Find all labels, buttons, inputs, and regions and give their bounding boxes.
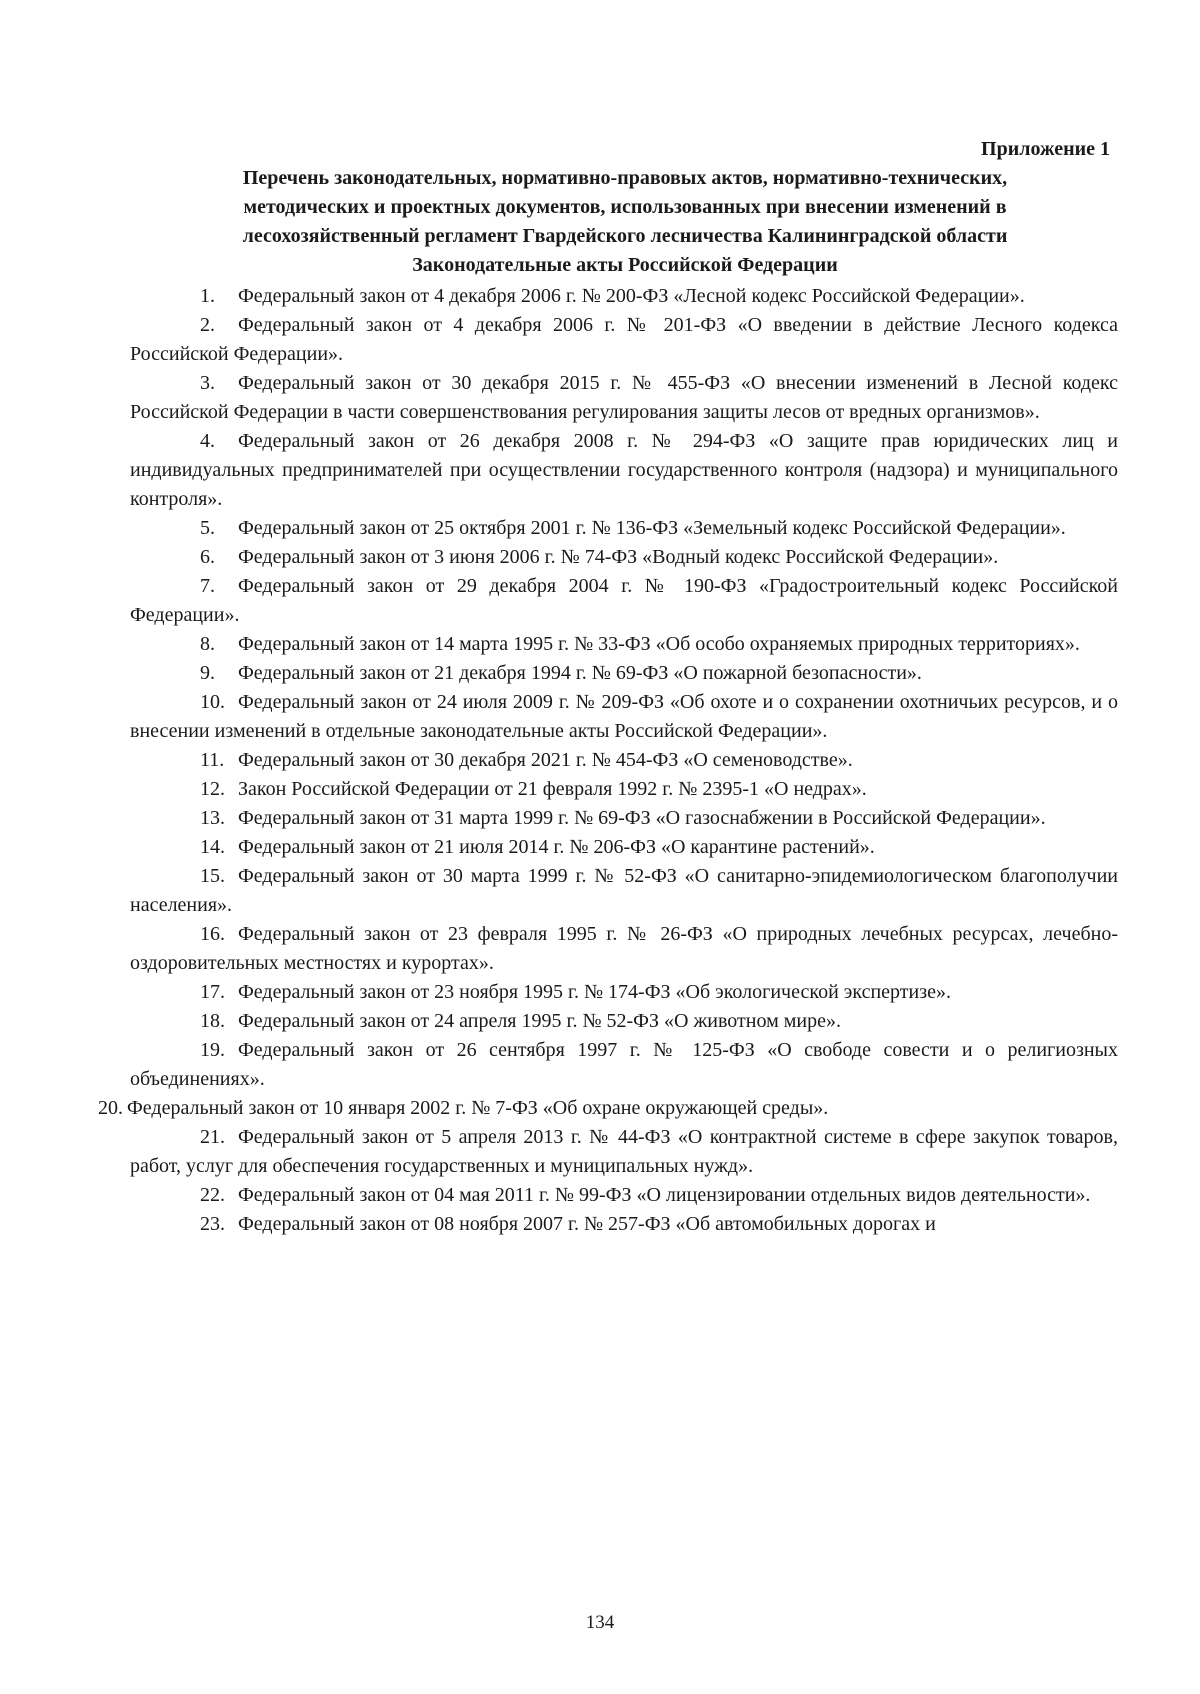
list-item <box>130 804 1118 833</box>
item-text: Федеральный закон от 29 декабря 2004 г. № 190-ФЗ «Градостроительный кодекс Российской Федерации». <box>130 575 1118 626</box>
item-text: Федеральный закон от 08 ноября 2007 г. № 257-ФЗ «Об автомобильных дорогах и <box>238 1213 936 1235</box>
list-item <box>98 1094 1118 1123</box>
item-text: Федеральный закон от 10 января 2002 г. № 7-ФЗ «Об охране окружающей среды». <box>127 1097 829 1119</box>
item-number: 5. <box>200 517 215 539</box>
item-text: Федеральный закон от 21 июля 2014 г. № 206-ФЗ «О карантине растений». <box>238 836 875 858</box>
title-line: методических и проектных документов, использованных при внесении изменений в <box>243 196 1007 218</box>
item-text: Федеральный закон от 24 июля 2009 г. № 209-ФЗ «Об охоте и о сохранении охотничьих ресурсов, и о внесении изменений в отдельные законодательные акты Российской Федерации». <box>130 691 1118 742</box>
item-text: Федеральный закон от 4 декабря 2006 г. № 200-ФЗ «Лесной кодекс Российской Федерации». <box>238 285 1025 307</box>
item-text: Федеральный закон от 5 апреля 2013 г. № 44-ФЗ «О контрактной системе в сфере закупок товаров, работ, услуг для обеспечения государственных и муниципальных нужд». <box>130 1126 1118 1177</box>
item-number: 23. <box>200 1213 225 1235</box>
item-text: Федеральный закон от 23 ноября 1995 г. № 174-ФЗ «Об экологической экспертизе». <box>238 981 951 1003</box>
item-text: Федеральный закон от 30 декабря 2021 г. № 454-ФЗ «О семеноводстве». <box>238 749 853 771</box>
list-item <box>130 427 1118 514</box>
item-number: 11. <box>200 749 225 771</box>
item-text: Федеральный закон от 14 марта 1995 г. № 33-ФЗ «Об особо охраняемых природных территориях». <box>238 633 1080 655</box>
item-number: 13. <box>200 807 225 829</box>
section-heading: Законодательные акты Российской Федерации <box>412 254 838 276</box>
item-number: 17. <box>200 981 225 1003</box>
item-number: 8. <box>200 633 215 655</box>
list-item <box>130 630 1118 659</box>
item-text: Федеральный закон от 25 октября 2001 г. № 136-ФЗ «Земельный кодекс Российской Федерации». <box>238 517 1066 539</box>
item-text: Федеральный закон от 21 декабря 1994 г. № 69-ФЗ «О пожарной безопасности». <box>238 662 922 684</box>
item-number: 2. <box>200 314 215 336</box>
item-text: Федеральный закон от 26 сентября 1997 г. № 125-ФЗ «О свободе совести и о религиозных объединениях». <box>130 1039 1118 1090</box>
list-item <box>130 688 1118 746</box>
item-number: 14. <box>200 836 225 858</box>
list-item <box>130 1210 1118 1239</box>
item-text: Федеральный закон от 30 марта 1999 г. № 52-ФЗ «О санитарно-эпидемиологическом благополучии населения». <box>130 865 1118 916</box>
list-item <box>130 543 1118 572</box>
item-text: Федеральный закон от 30 декабря 2015 г. № 455-ФЗ «О внесении изменений в Лесной кодекс Российской Федерации в части совершенствования регулирования защиты лесов от вредных организмов». <box>130 372 1118 423</box>
title-line: Перечень законодательных, нормативно-правовых актов, нормативно-технических, <box>242 167 1008 189</box>
list-item <box>130 862 1118 920</box>
item-number: 21. <box>200 1126 225 1148</box>
list-item <box>130 1181 1118 1210</box>
list-item <box>130 833 1118 862</box>
list-item <box>130 978 1118 1007</box>
item-number: 9. <box>200 662 215 684</box>
list-item <box>130 1007 1118 1036</box>
list-item <box>130 659 1118 688</box>
item-number: 3. <box>200 372 215 394</box>
item-number: 18. <box>200 1010 225 1032</box>
item-text: Федеральный закон от 04 мая 2011 г. № 99-ФЗ «О лицензировании отдельных видов деятельности». <box>238 1184 1091 1206</box>
item-number: 6. <box>200 546 215 568</box>
document-title <box>130 164 1120 280</box>
list-item <box>130 572 1118 630</box>
list-item <box>130 514 1118 543</box>
item-text: Федеральный закон от 3 июня 2006 г. № 74-ФЗ «Водный кодекс Российской Федерации». <box>238 546 999 568</box>
item-number: 7. <box>200 575 215 597</box>
item-text: Закон Российской Федерации от 21 февраля 1992 г. № 2395-1 «О недрах». <box>238 778 867 800</box>
legislation-list <box>98 282 1118 1239</box>
title-line: лесохозяйственный регламент Гвардейского лесничества Калининградской области <box>242 225 1008 247</box>
item-number: 1. <box>200 285 215 307</box>
list-item <box>130 746 1118 775</box>
item-number: 15. <box>200 865 225 887</box>
item-text: Федеральный закон от 31 марта 1999 г. № 69-ФЗ «О газоснабжении в Российской Федерации». <box>238 807 1046 829</box>
item-text: Федеральный закон от 4 декабря 2006 г. № 201-ФЗ «О введении в действие Лесного кодекса Российской Федерации». <box>130 314 1118 365</box>
item-number: 19. <box>200 1039 225 1061</box>
appendix-label: Приложение 1 <box>981 138 1110 160</box>
list-item <box>130 775 1118 804</box>
item-number: 10. <box>200 691 225 713</box>
list-item <box>130 369 1118 427</box>
list-item <box>130 1036 1118 1094</box>
list-item <box>130 1123 1118 1181</box>
item-number: 22. <box>200 1184 225 1206</box>
item-text: Федеральный закон от 23 февраля 1995 г. № 26-ФЗ «О природных лечебных ресурсах, лечебно-оздоровительных местностях и курортах». <box>130 923 1118 974</box>
item-text: Федеральный закон от 26 декабря 2008 г. № 294-ФЗ «О защите прав юридических лиц и индивидуальных предпринимателей при осуществлении государственного контроля (надзора) и муниципального контроля». <box>130 430 1118 510</box>
item-text: Федеральный закон от 24 апреля 1995 г. № 52-ФЗ «О животном мире». <box>238 1010 841 1032</box>
page-number: 134 <box>585 1612 615 1633</box>
list-item <box>130 311 1118 369</box>
item-number: 16. <box>200 923 225 945</box>
item-number: 12. <box>200 778 225 800</box>
item-number: 4. <box>200 430 215 452</box>
list-item <box>130 282 1118 311</box>
item-number: 20. <box>98 1097 123 1119</box>
list-item <box>130 920 1118 978</box>
